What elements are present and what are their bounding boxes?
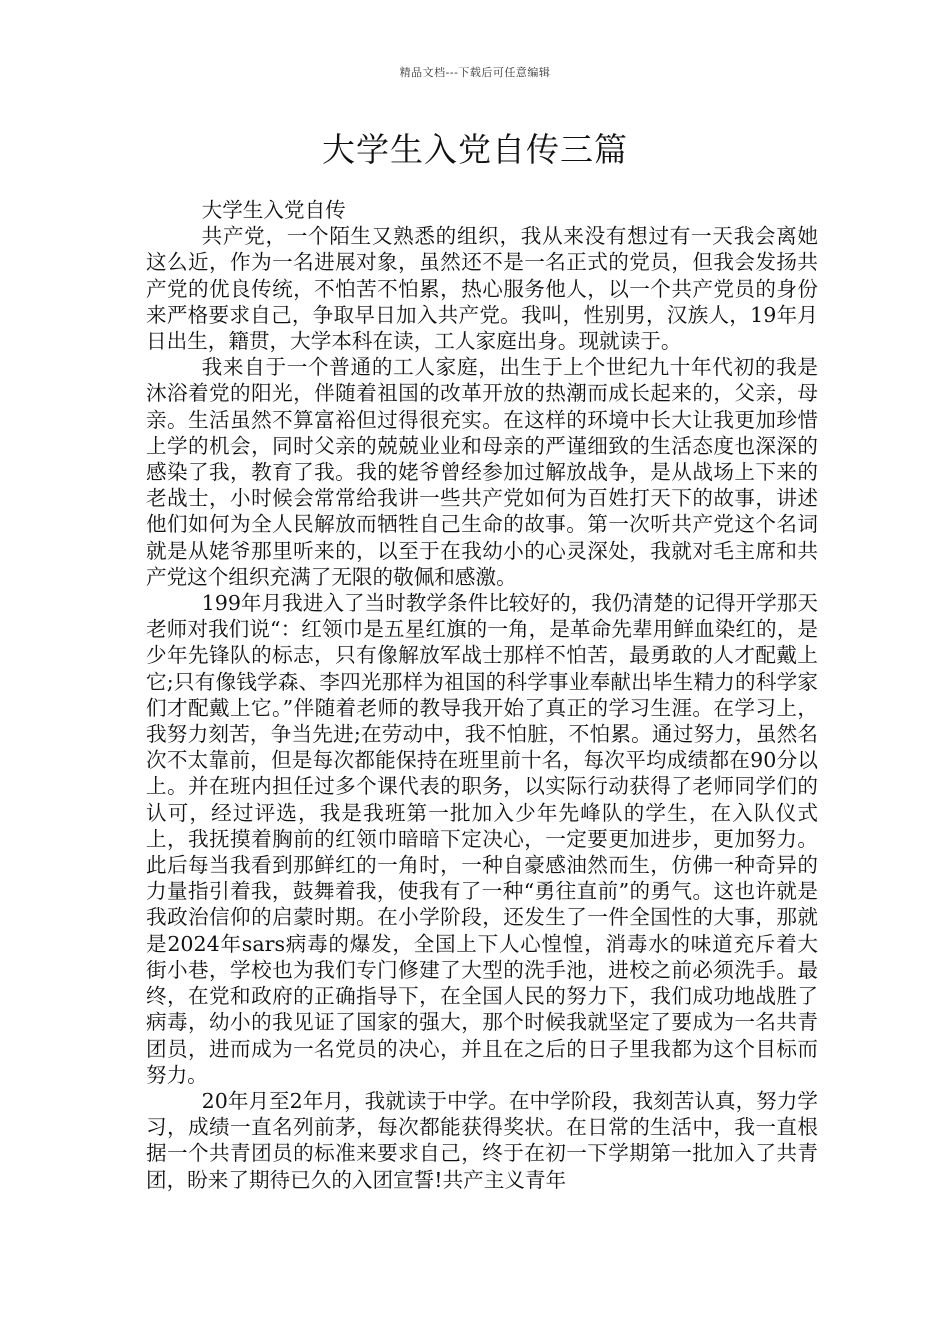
paragraph-middle-school: 20年月至2年月，我就读于中学。在中学阶段，我刻苦认真，努力学习，成绩一直名列前茅，每次都能获得奖状。在日常的生活中，我一直根据一个共青团员的标准来要求自己，终于在初一下学期第一批加入了共青团，盼来了期待已久的入团宣誓!共产主义青年 <box>146 1088 818 1192</box>
paragraph-family: 我来自于一个普通的工人家庭，出生于上个世纪九十年代初的我是沐浴着党的阳光，伴随着祖国的改革开放的热潮而成长起来的，父亲，母亲。生活虽然不算富裕但过得很充实。在这样的环境中长大让我更加珍惜上学的机会，同时父亲的兢兢业业和母亲的严谨细致的生活态度也深深的感染了我，教育了我。我的姥爷曾经参加过解放战争，是从战场上下来的老战士，小时候会常常给我讲一些共产党如何为百姓打天下的故事，讲述他们如何为全人民解放而牺牲自己生命的故事。第一次听共产党这个名词就是从姥爷那里听来的，以至于在我幼小的心灵深处，我就对毛主席和共产党这个组织充满了无限的敬佩和感激。 <box>146 355 818 589</box>
document-body <box>146 197 818 1193</box>
page-header: 精品文档---下载后可任意编辑 <box>399 66 551 79</box>
section-subtitle: 大学生入党自传 <box>201 198 346 222</box>
paragraph-intro: 共产党，一个陌生又熟悉的组织，我从来没有想过有一天我会离她这么近，作为一名进展对象，虽然还不是一名正式的党员，但我会发扬共产党的优良传统，不怕苦不怕累，热心服务他人，以一个共产党员的身份来严格要求自己，争取早日加入共产党。我叫，性别男，汉族人，19年月日出生，籍贯，大学本科在读，工人家庭出身。现就读于。 <box>146 224 818 354</box>
paragraph-primary-school: 199年月我进入了当时教学条件比较好的，我仍清楚的记得开学那天老师对我们说“：红领巾是五星红旗的一角，是革命先辈用鲜血染红的，是少年先锋队的标志，只有像解放军战士那样不怕苦，最勇敢的人才配戴上它;只有像钱学森、李四光那样为祖国的科学事业奉献出毕生精力的科学家们才配戴上它。”伴随着老师的教导我开始了真正的学习生涯。在学习上，我努力刻苦，争当先进;在劳动中，我不怕脏，不怕累。通过努力，虽然名次不太靠前，但是每次都能保持在班里前十名，每次平均成绩都在90分以上。并在班内担任过多个课代表的职务，以实际行动获得了老师同学们的认可，经过评选，我是我班第一批加入少年先峰队的学生，在入队仪式上，我抚摸着胸前的红领巾暗暗下定决心，一定要更加进步，更加努力。此后每当我看到那鲜红的一角时，一种自豪感油然而生，仿佛一种奇异的力量指引着我，鼓舞着我，使我有了一种“勇往直前”的勇气。这也许就是我政治信仰的启蒙时期。在小学阶段，还发生了一件全国性的大事，那就是2024年sars病毒的爆发，全国上下人心惶惶，消毒水的味道充斥着大街小巷，学校也为我们专门修建了大型的洗手池，进校之前必须洗手。最终，在党和政府的正确指导下，在全国人民的努力下，我们成功地战胜了病毒，幼小的我见证了国家的强大，那个时候我就坚定了要成为一名共青团员，进而成为一名党员的决心，并且在之后的日子里我都为这个目标而努力。 <box>146 591 818 1087</box>
document-title: 大学生入党自传三篇 <box>322 130 628 169</box>
